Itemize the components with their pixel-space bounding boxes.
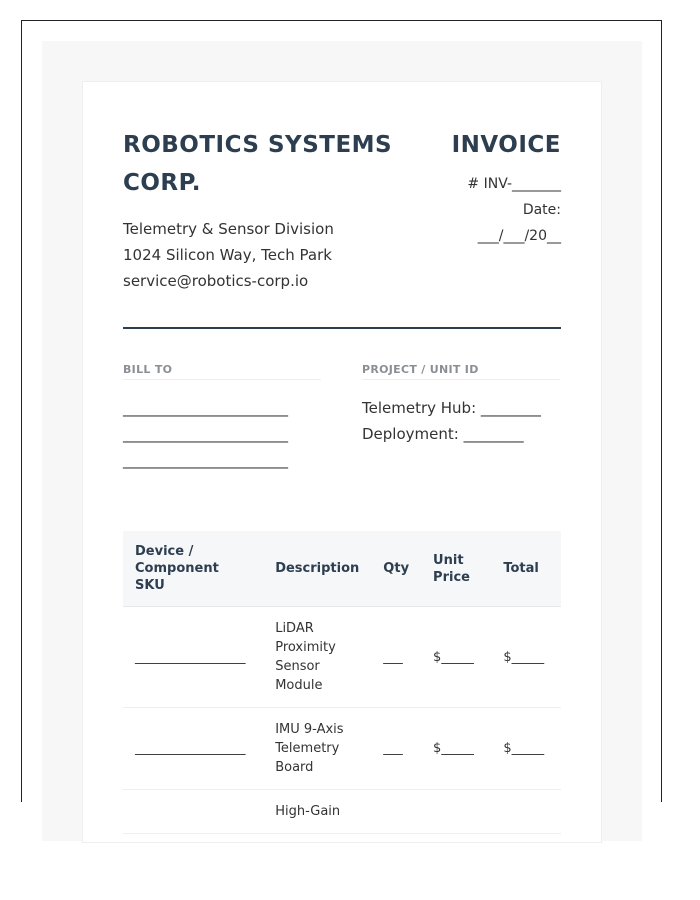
company-info [123, 216, 383, 294]
cell-sku: _________________ [123, 607, 263, 708]
page-background [42, 41, 642, 841]
bill-to-label: BILL TO [123, 363, 321, 380]
company-name: ROBOTICS SYSTEMS CORP. [123, 132, 393, 196]
cell-unit-price [421, 790, 491, 834]
cell-qty: ___ [371, 708, 421, 790]
cell-description: High-Gain [263, 790, 371, 834]
project-section [362, 363, 560, 447]
bill-to-line: ______________________ [123, 399, 288, 417]
header-qty: Qty [371, 531, 421, 607]
cell-unit-price: $_____ [421, 607, 491, 708]
cell-description: IMU 9-Axis Telemetry Board [263, 708, 371, 790]
invoice-header [401, 126, 561, 249]
document-viewport [21, 20, 662, 819]
company-address: 1024 Silicon Way, Tech Park [123, 246, 332, 264]
bill-to-line: ______________________ [123, 451, 288, 469]
header-description: Description [263, 531, 371, 607]
table-row [123, 790, 561, 834]
bill-to-section [123, 363, 321, 473]
company-email: service@robotics-corp.io [123, 272, 309, 290]
cell-unit-price: $_____ [421, 708, 491, 790]
company-division: Telemetry & Sensor Division [123, 220, 334, 238]
line-items-table [123, 531, 561, 834]
table-header-row [123, 531, 561, 607]
invoice-meta [401, 171, 561, 249]
cell-description: LiDAR Proximity Sensor Module [263, 607, 371, 708]
cell-total: $_____ [491, 607, 561, 708]
table-row [123, 708, 561, 790]
cell-total: $_____ [491, 708, 561, 790]
table-row [123, 607, 561, 708]
header-sku: Device / Component SKU [123, 531, 263, 607]
invoice-title: INVOICE [451, 132, 561, 158]
invoice-paper [82, 81, 602, 843]
cell-total [491, 790, 561, 834]
cell-qty [371, 790, 421, 834]
deployment-line: Deployment: ________ [362, 425, 524, 443]
invoice-date-value: ___/___/20__ [477, 228, 561, 244]
cell-sku [123, 790, 263, 834]
invoice-number: # INV-_______ [467, 176, 561, 192]
project-lines [362, 395, 560, 447]
header-divider [123, 327, 561, 329]
cell-qty: ___ [371, 607, 421, 708]
invoice-date-label: Date: [522, 202, 561, 218]
bill-to-lines [123, 395, 321, 473]
bill-to-line: ______________________ [123, 425, 288, 443]
project-label: PROJECT / UNIT ID [362, 363, 560, 380]
header-total: Total [491, 531, 561, 607]
cell-sku: _________________ [123, 708, 263, 790]
header-unit-price: Unit Price [421, 531, 491, 607]
telemetry-hub-line: Telemetry Hub: ________ [362, 399, 541, 417]
